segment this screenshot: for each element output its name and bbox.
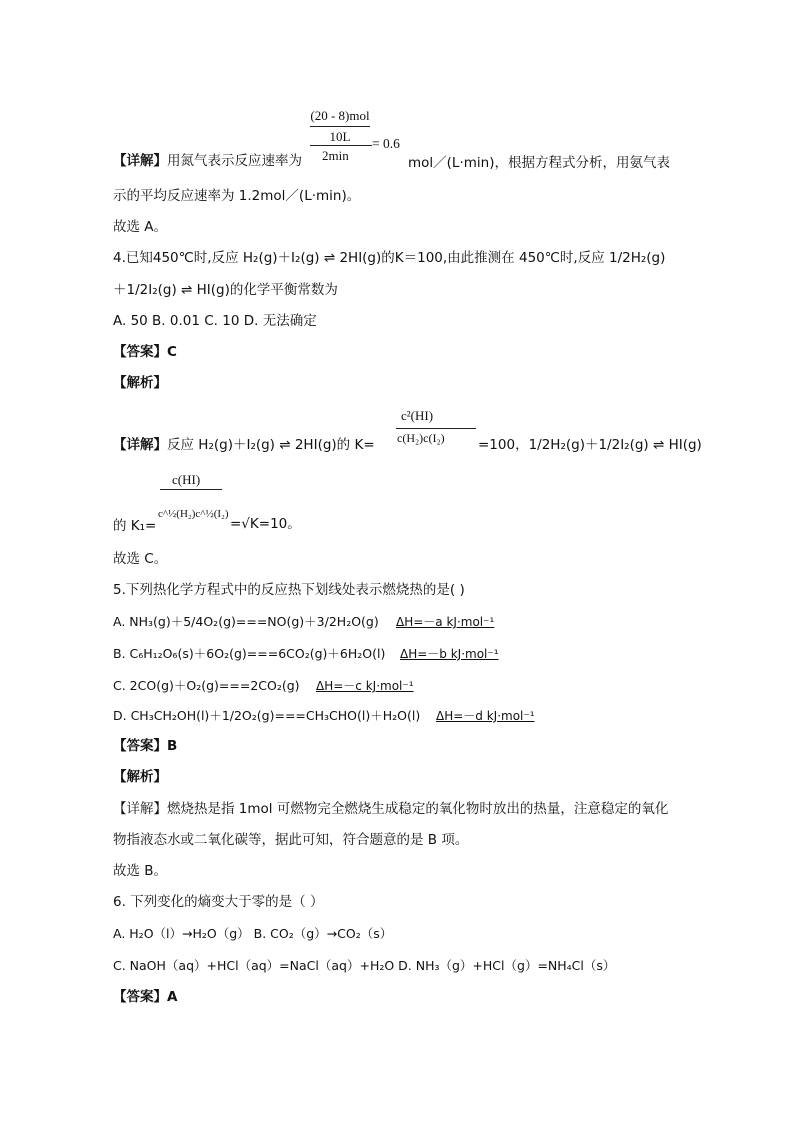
q4-detail-line-1b: =100，1/2H₂(g)＋1/2I₂(g) ⇌ HI(g) bbox=[478, 437, 702, 453]
q4-k1-result: =√K=10。 bbox=[230, 516, 301, 532]
k1-fraction-rule bbox=[160, 489, 222, 490]
detail-text: 用氮气表示反应速率为 bbox=[167, 153, 302, 169]
q4-stem-line-2: ＋1/2I₂(g) ⇌ HI(g)的化学平衡常数为 bbox=[113, 282, 338, 298]
detail-label: 【详解】 bbox=[113, 437, 167, 453]
q5-analysis: 【解析】 bbox=[113, 769, 167, 785]
k1-numerator: c(HI) bbox=[172, 472, 201, 487]
q5-stem: 5.下列热化学方程式中的反应热下划线处表示燃烧热的是( ) bbox=[113, 582, 465, 598]
fraction-denominator: 2min bbox=[322, 148, 349, 163]
fraction-result: = 0.6 bbox=[372, 136, 400, 151]
q6-stem: 6. 下列变化的熵变大于零的是（ ） bbox=[113, 894, 324, 910]
q3-detail-line-1 bbox=[113, 151, 302, 171]
q6-options-cd: C. NaOH（aq）+HCl（aq）=NaCl（aq）+H₂O D. NH₃（g）+HCl（g）=NH₄Cl（s） bbox=[113, 958, 616, 973]
q5-option-b: B. C₆H₁₂O₆(s)＋6O₂(g)===6CO₂(g)＋6H₂O(l) bbox=[113, 646, 386, 661]
q5-detail-line-1: 【详解】燃烧热是指 1mol 可燃物完全燃烧生成稳定的氧化物时放出的热量，注意稳定的氧化 bbox=[113, 801, 669, 817]
q5-dh-a: ΔH=－a kJ·mol⁻¹ bbox=[396, 615, 495, 629]
fraction-inner-numerator: (20 - 8)mol bbox=[310, 108, 370, 123]
detail-text: mol／(L·min)，根据方程式分析，用氨气表 bbox=[408, 155, 670, 171]
q5-dh-b: ΔH=－b kJ·mol⁻¹ bbox=[400, 647, 499, 661]
fraction-main-rule bbox=[310, 145, 372, 146]
k1-denominator: c^½(H₂)c^½(I₂) bbox=[158, 508, 229, 520]
q5-option-c: C. 2CO(g)＋O₂(g)===2CO₂(g) bbox=[113, 678, 300, 693]
detail-label: 【详解】 bbox=[113, 153, 167, 169]
fraction-inner-rule bbox=[310, 126, 370, 127]
q3-detail-line-1b bbox=[408, 153, 670, 173]
q5-conclusion: 故选 B。 bbox=[113, 863, 168, 879]
q5-dh-c: ΔH=－c kJ·mol⁻¹ bbox=[316, 679, 414, 693]
q4-stem-line-1: 4.已知450℃时,反应 H₂(g)＋I₂(g) ⇌ 2HI(g)的K＝100,由此推测在 450℃时,反应 1/2H₂(g) bbox=[113, 250, 666, 266]
q5-dh-d: ΔH=－d kJ·mol⁻¹ bbox=[436, 709, 535, 723]
q4-detail-line-2: 的 K₁= bbox=[113, 518, 157, 534]
q5-answer: 【答案】B bbox=[113, 738, 178, 754]
q4-conclusion: 故选 C。 bbox=[113, 551, 168, 567]
q5-detail-line-2: 物指液态水或二氧化碳等，据此可知，符合题意的是 B 项。 bbox=[113, 832, 469, 848]
q6-answer: 【答案】A bbox=[113, 989, 178, 1005]
q4-analysis: 【解析】 bbox=[113, 375, 167, 391]
q5-option-d: D. CH₃CH₂OH(l)＋1/2O₂(g)===CH₃CHO(l)＋H₂O(l) bbox=[113, 708, 421, 723]
detail-text: 反应 H₂(g)＋I₂(g) ⇌ 2HI(g)的 K= bbox=[167, 437, 375, 453]
q4-detail-line-1 bbox=[113, 435, 375, 455]
q3-detail-line-2: 示的平均反应速率为 1.2mol／(L·min)。 bbox=[113, 188, 361, 204]
q6-options-ab: A. H₂O（l）→H₂O（g） B. CO₂（g）→CO₂（s） bbox=[113, 926, 393, 941]
q3-conclusion: 故选 A。 bbox=[113, 219, 168, 235]
k-denominator: c(H₂)c(I₂) bbox=[397, 431, 445, 445]
q4-options: A. 50 B. 0.01 C. 10 D. 无法确定 bbox=[113, 313, 317, 329]
q5-option-a: A. NH₃(g)＋5/4O₂(g)===NO(g)＋3/2H₂O(g) bbox=[113, 614, 379, 629]
k-fraction-rule bbox=[396, 428, 476, 429]
fraction-inner-denominator: 10L bbox=[329, 129, 351, 144]
q4-answer: 【答案】C bbox=[113, 344, 177, 360]
k-numerator: c²(HI) bbox=[401, 408, 434, 423]
